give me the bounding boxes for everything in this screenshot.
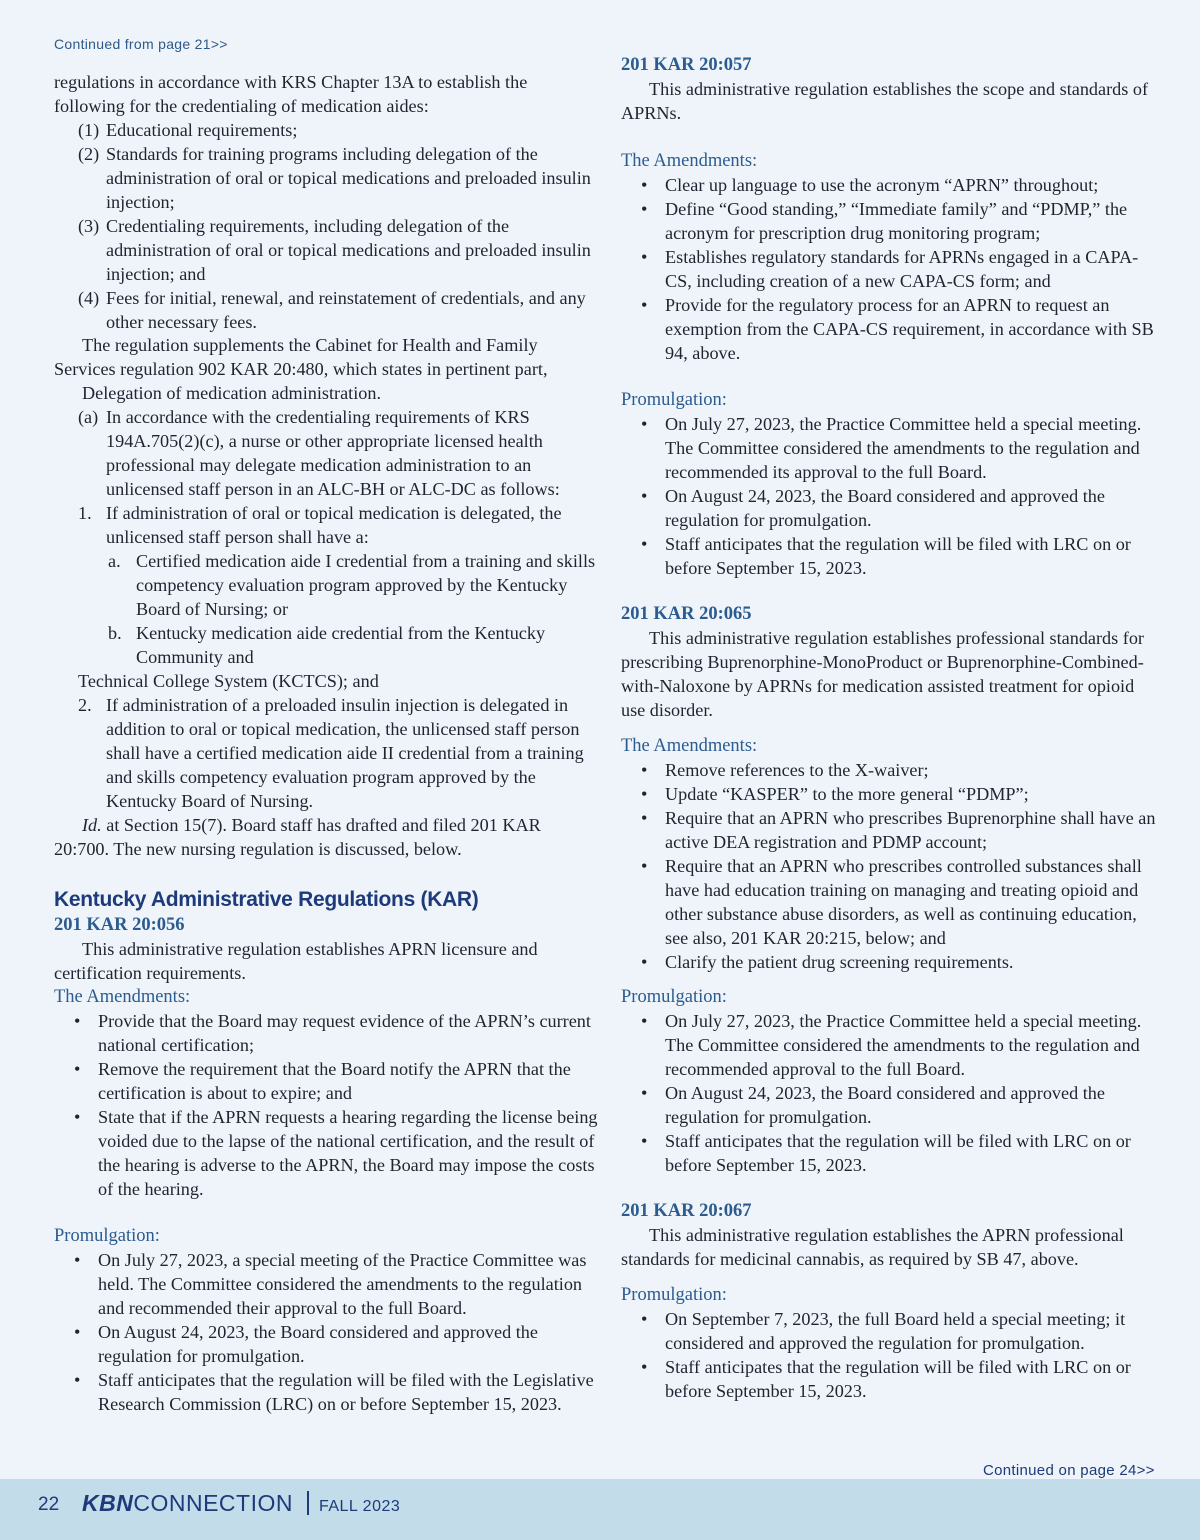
promulgation-list (621, 1307, 1161, 1403)
list-item: (1) Educational requirements; (78, 120, 298, 140)
reg-title: 201 KAR 20:057 (621, 55, 752, 75)
brand-logo-rest: CONNECTION (133, 1490, 293, 1516)
brand-logo-bold: KBN (82, 1490, 134, 1516)
reg-065-promulgation (621, 985, 1161, 1177)
amendments-list (621, 173, 1161, 365)
promulgation-label: Promulgation: (621, 390, 727, 410)
reg-057-amendments (621, 149, 1161, 365)
list-item: • Staff anticipates that the regulation will be filed with the Legislative Research Commission (LRC) on or before September 15, 2023. (54, 1368, 598, 1416)
continued-from-label: Continued from page 21>> (54, 36, 228, 52)
list-item: • Remove references to the X-waiver; (621, 758, 1161, 782)
list-item: • Require that an APRN who prescribes controlled substances shall have had education training on managing and treating opioid and other substance abuse disorders, as well as continuing education, see also, 201 KAR 20:215, below; and (621, 854, 1161, 950)
publication-brand (82, 1490, 400, 1517)
quote-item-1a: a. Certified medication aide I credential from a training and skills competency evaluation program approved by the Kentucky Board of Nursing; or (108, 551, 596, 619)
list-item: • Define “Good standing,” “Immediate family” and “PDMP,” the acronym for prescription drug monitoring program; (621, 197, 1161, 245)
reg-description: This administrative regulation establishes APRN licensure and certification requirements. (54, 939, 538, 983)
list-item: • On July 27, 2023, a special meeting of the Practice Committee was held. The Committee considered the amendments to the regulation and recommended their approval to the full Board. (54, 1248, 598, 1320)
reg-description: This administrative regulation establishes the APRN professional standards for medicinal cannabis, as required by SB 47, above. (621, 1225, 1124, 1269)
promulgation-label: Promulgation: (54, 1226, 160, 1246)
amendments-label: The Amendments: (621, 151, 758, 171)
list-item: • Clarify the patient drug screening requirements. (621, 950, 1161, 974)
quote-item-1: 1. If administration of oral or topical medication is delegated, the unlicensed staff person shall have a: (78, 503, 562, 547)
reg-065-block (621, 602, 1161, 722)
list-item: • Require that an APRN who prescribes Buprenorphine shall have an active DEA registration and PDMP account; (621, 806, 1161, 854)
issue-label: FALL 2023 (318, 1498, 401, 1515)
reg-057-promulgation (621, 388, 1161, 580)
quote-item-1b: b. Kentucky medication aide credential from the Kentucky Community and (108, 623, 546, 667)
promulgation-list (621, 412, 1161, 580)
list-item: • Remove the requirement that the Board notify the APRN that the certification is about to expire; and (54, 1057, 598, 1105)
brand-divider (307, 1491, 309, 1515)
quoted-regulation (54, 381, 598, 861)
list-item: (4) Fees for initial, renewal, and reinstatement of credentials, and any other necessary fees. (78, 288, 586, 332)
reg-057-block (621, 53, 1161, 125)
quote-item-1b-continued: Technical College System (KCTCS); and (78, 671, 379, 691)
quote-item-a: (a) In accordance with the credentialing requirements of KRS 194A.705(2)(c), a nurse or other appropriate licensed health professional may delegate medication administration to an unlicensed staff person in an ALC-BH or ALC-DC as follows: (78, 407, 560, 499)
reg-056-block (54, 913, 598, 1201)
promulgation-list (621, 1009, 1161, 1177)
list-item: (2) Standards for training programs including delegation of the administration of oral or topical medications and preloaded insulin injection; (78, 144, 591, 212)
reg-description: This administrative regulation establishes the scope and standards of APRNs. (621, 79, 1149, 123)
list-item: • On July 27, 2023, the Practice Committee held a special meeting. The Committee considered the amendments to the regulation and recommended approval to the full Board. (621, 1009, 1161, 1081)
reg-065-amendments (621, 734, 1161, 974)
amendments-list (54, 1009, 598, 1201)
list-item: • Clear up language to use the acronym “APRN” throughout; (621, 173, 1161, 197)
list-item: • Staff anticipates that the regulation will be filed with LRC on or before September 15, 2023. (621, 1355, 1161, 1403)
list-item: (3) Credentialing requirements, including delegation of the administration of oral or topical medications and preloaded insulin injection; and (78, 216, 591, 284)
page-number: 22 (38, 1494, 60, 1515)
reg-067-promulgation (621, 1283, 1161, 1403)
intro-paragraph: regulations in accordance with KRS Chapter 13A to establish the following for the credentialing of medication aides: (54, 72, 528, 116)
list-item: • Staff anticipates that the regulation will be filed with LRC on or before September 15, 2023. (621, 1129, 1161, 1177)
list-item: • Establishes regulatory standards for APRNs engaged in a CAPA-CS, including creation of a new CAPA-CS form; and (621, 245, 1161, 293)
quote-item-2: 2. If administration of a preloaded insulin injection is delegated in addition to oral or topical medication, the unlicensed staff person shall have a certified medication aide II credential from a training and skills competency evaluation program approved by the Kentucky Board of Nursing. (78, 695, 584, 811)
list-item: • On August 24, 2023, the Board considered and approved the regulation for promulgation. (54, 1320, 598, 1368)
supplement-paragraph: The regulation supplements the Cabinet for Health and Family Services regulation 902 KAR 20:480, which states in pertinent part, (54, 335, 548, 379)
reg-title: 201 KAR 20:056 (54, 915, 185, 935)
citation-paragraph: Id. at Section 15(7). Board staff has drafted and filed 201 KAR 20:700. The new nursing regulation is discussed, below. (54, 815, 541, 859)
list-item: • On September 7, 2023, the full Board held a special meeting; it considered and approved the regulation for promulgation. (621, 1307, 1161, 1355)
list-item: • On July 27, 2023, the Practice Committee held a special meeting. The Committee considered the amendments to the regulation and recommended its approval to the full Board. (621, 412, 1161, 484)
list-item: • Update “KASPER” to the more general “PDMP”; (621, 782, 1161, 806)
promulgation-label: Promulgation: (621, 1285, 727, 1305)
list-item: • Provide for the regulatory process for an APRN to request an exemption from the CAPA-CS requirement, in accordance with SB 94, above. (621, 293, 1161, 365)
list-item: • Staff anticipates that the regulation will be filed with LRC on or before September 15, 2023. (621, 532, 1161, 580)
promulgation-label: Promulgation: (621, 987, 727, 1007)
numbered-list (54, 118, 598, 334)
amendments-list (621, 758, 1161, 974)
reg-056-promulgation (54, 1224, 598, 1416)
reg-description: This administrative regulation establishes professional standards for prescribing Buprenorphine-MonoProduct or Buprenorphine-Combined-with-Naloxone by APRNs for medication assisted treatment for opioid use disorder. (621, 628, 1144, 720)
amendments-label: The Amendments: (54, 987, 191, 1007)
amendments-label: The Amendments: (621, 736, 758, 756)
section-title: Kentucky Administrative Regulations (KAR) (54, 888, 479, 911)
promulgation-list (54, 1248, 598, 1416)
list-item: • State that if the APRN requests a hearing regarding the license being voided due to the lapse of the national certification, and the result of the hearing is adverse to the APRN, the Board may impose the costs of the hearing. (54, 1105, 598, 1201)
continued-on-label: Continued on page 24>> (983, 1462, 1155, 1479)
list-item: • On August 24, 2023, the Board considered and approved the regulation for promulgation. (621, 484, 1161, 532)
reg-title: 201 KAR 20:067 (621, 1201, 752, 1221)
reg-067-block (621, 1199, 1161, 1271)
reg-title: 201 KAR 20:065 (621, 604, 752, 624)
list-item: • On August 24, 2023, the Board considered and approved the regulation for promulgation. (621, 1081, 1161, 1129)
quote-heading: Delegation of medication administration. (82, 383, 382, 403)
list-item: • Provide that the Board may request evidence of the APRN’s current national certification; (54, 1009, 598, 1057)
